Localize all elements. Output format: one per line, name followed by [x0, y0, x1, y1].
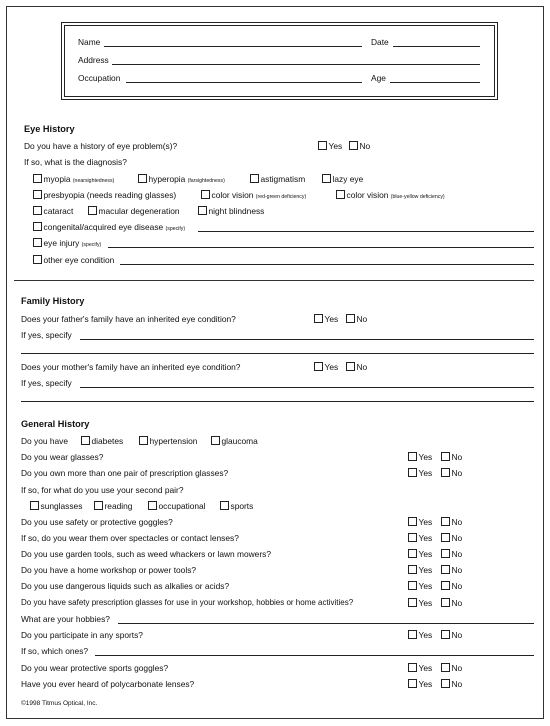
checkbox[interactable]: [408, 598, 417, 607]
checkbox[interactable]: [198, 206, 207, 215]
liquids-no[interactable]: No: [441, 581, 462, 591]
father-no[interactable]: No: [346, 314, 367, 324]
checkbox[interactable]: [33, 255, 42, 264]
mother-specify-field-2[interactable]: [21, 401, 534, 402]
checkbox[interactable]: [33, 174, 42, 183]
safety-rx-question: Do you have safety prescription glasses for use in your workshop, hobbies or home activities?: [21, 598, 354, 607]
polycarbonate-question: Have you ever heard of polycarbonate lenses?: [21, 679, 195, 689]
garden-question: Do you use garden tools, such as weed whackers or lawn mowers?: [21, 549, 271, 559]
mother-yes[interactable]: Yes: [314, 362, 338, 372]
pairs-question: Do you own more than one pair of prescription glasses?: [21, 468, 229, 478]
macular-option[interactable]: macular degeneration: [88, 206, 180, 216]
workshop-yes[interactable]: Yes: [408, 565, 432, 575]
checkbox[interactable]: [336, 190, 345, 199]
occupation-label: Occupation: [78, 73, 121, 83]
eye-problems-question: Do you have a history of eye problem(s)?: [24, 141, 178, 151]
checkbox[interactable]: [322, 174, 331, 183]
checkbox[interactable]: [441, 452, 450, 461]
father-specify-field-2[interactable]: [21, 353, 534, 354]
checkbox[interactable]: [33, 206, 42, 215]
liquids-yes[interactable]: Yes: [408, 581, 432, 591]
checkbox[interactable]: [408, 663, 417, 672]
diagnosis-prompt: If so, what is the diagnosis?: [24, 157, 127, 167]
checkbox[interactable]: [408, 517, 417, 526]
mother-question: Does your mother's family have an inherited eye condition?: [21, 362, 241, 372]
checkbox[interactable]: [408, 468, 417, 477]
date-label: Date: [371, 37, 389, 47]
checkbox[interactable]: [408, 549, 417, 558]
sports-option[interactable]: sports: [220, 501, 253, 511]
checkbox[interactable]: [408, 452, 417, 461]
checkbox[interactable]: [441, 565, 450, 574]
occupational-option[interactable]: occupational: [148, 501, 206, 511]
myopia-option[interactable]: myopia (nearsightedness): [33, 174, 114, 184]
hobbies-question: What are your hobbies?: [21, 614, 110, 624]
goggles-question: Do you use safety or protective goggles?: [21, 517, 173, 527]
checkbox[interactable]: [88, 206, 97, 215]
diabetes-option[interactable]: diabetes: [81, 436, 123, 446]
father-yes[interactable]: Yes: [314, 314, 338, 324]
eye-injury-field[interactable]: [108, 247, 534, 248]
checkbox[interactable]: [408, 533, 417, 542]
checkbox[interactable]: [148, 501, 157, 510]
lazy-eye-option[interactable]: lazy eye: [322, 174, 363, 184]
checkbox[interactable]: [441, 581, 450, 590]
over-lenses-no[interactable]: No: [441, 533, 462, 543]
checkbox[interactable]: [33, 222, 42, 231]
checkbox[interactable]: [349, 141, 358, 150]
second-pair-question: If so, for what do you use your second pair?: [21, 485, 184, 495]
astigmatism-option[interactable]: astigmatism: [250, 174, 305, 184]
polycarbonate-yes[interactable]: Yes: [408, 679, 432, 689]
congenital-field[interactable]: [198, 231, 534, 232]
eye-problems-yes[interactable]: Yes: [318, 141, 342, 151]
checkbox[interactable]: [81, 436, 90, 445]
glasses-question: Do you wear glasses?: [21, 452, 104, 462]
address-label: Address: [78, 55, 109, 65]
family-history-title: Family History: [21, 296, 85, 306]
checkbox[interactable]: [33, 238, 42, 247]
name-label: Name: [78, 37, 101, 47]
checkbox[interactable]: [318, 141, 327, 150]
date-field[interactable]: [393, 46, 480, 47]
goggles-yes[interactable]: Yes: [408, 517, 432, 527]
occupation-field[interactable]: [126, 82, 362, 83]
checkbox[interactable]: [94, 501, 103, 510]
checkbox[interactable]: [250, 174, 259, 183]
checkbox[interactable]: [441, 533, 450, 542]
checkbox[interactable]: [408, 565, 417, 574]
father-question: Does your father's family have an inherited eye condition?: [21, 314, 236, 324]
glaucoma-option[interactable]: glaucoma: [211, 436, 258, 446]
sports-goggles-question: Do you wear protective sports goggles?: [21, 663, 169, 673]
congenital-option[interactable]: congenital/acquired eye disease (specify): [33, 222, 185, 232]
pairs-no[interactable]: No: [441, 468, 462, 478]
checkbox[interactable]: [441, 598, 450, 607]
mother-no[interactable]: No: [346, 362, 367, 372]
safety-rx-yes[interactable]: Yes: [408, 598, 432, 608]
checkbox[interactable]: [408, 679, 417, 688]
checkbox[interactable]: [441, 468, 450, 477]
checkbox[interactable]: [441, 630, 450, 639]
eye-injury-option[interactable]: eye injury (specify): [33, 238, 101, 248]
general-history-title: General History: [21, 419, 90, 429]
checkbox[interactable]: [201, 190, 210, 199]
sunglasses-option[interactable]: sunglasses: [30, 501, 82, 511]
do-you-have-label: Do you have: [21, 436, 69, 446]
name-field[interactable]: [104, 46, 362, 47]
hypertension-option[interactable]: hypertension: [139, 436, 197, 446]
age-label: Age: [371, 73, 386, 83]
checkbox[interactable]: [441, 663, 450, 672]
sports-no[interactable]: No: [441, 630, 462, 640]
checkbox[interactable]: [408, 630, 417, 639]
glasses-yes[interactable]: Yes: [408, 452, 432, 462]
checkbox[interactable]: [441, 549, 450, 558]
checkbox[interactable]: [211, 436, 220, 445]
mother-specify-field[interactable]: [80, 387, 534, 388]
checkbox[interactable]: [138, 174, 147, 183]
checkbox[interactable]: [314, 362, 323, 371]
over-lenses-question: If so, do you wear them over spectacles or contact lenses?: [21, 533, 239, 543]
address-field[interactable]: [112, 64, 480, 65]
polycarbonate-no[interactable]: No: [441, 679, 462, 689]
goggles-no[interactable]: No: [441, 517, 462, 527]
pairs-yes[interactable]: Yes: [408, 468, 432, 478]
father-specify-label: If yes, specify: [21, 330, 72, 340]
checkbox[interactable]: [408, 581, 417, 590]
checkbox[interactable]: [441, 517, 450, 526]
id-box-inner: [64, 25, 495, 97]
workshop-question: Do you have a home workshop or power tools?: [21, 565, 197, 575]
hobbies-field[interactable]: [118, 623, 534, 624]
age-field[interactable]: [390, 82, 480, 83]
hyperopia-option[interactable]: hyperopia (farsightedness): [138, 174, 225, 184]
over-lenses-yes[interactable]: Yes: [408, 533, 432, 543]
checkbox[interactable]: [33, 190, 42, 199]
which-sports-field[interactable]: [95, 655, 534, 656]
eye-history-title: Eye History: [24, 124, 75, 134]
eye-problems-no[interactable]: No: [349, 141, 370, 151]
father-specify-field[interactable]: [80, 339, 534, 340]
reading-option[interactable]: reading: [94, 501, 132, 511]
workshop-no[interactable]: No: [441, 565, 462, 575]
section-divider: [14, 280, 534, 281]
mother-specify-label: If yes, specify: [21, 378, 72, 388]
checkbox[interactable]: [220, 501, 229, 510]
sports-goggles-yes[interactable]: Yes: [408, 663, 432, 673]
copyright: ©1998 Titmus Optical, Inc.: [21, 700, 98, 707]
glasses-no[interactable]: No: [441, 452, 462, 462]
color-vision-red-green-option[interactable]: color vision (red-green deficiency): [201, 190, 306, 200]
checkbox[interactable]: [30, 501, 39, 510]
liquids-question: Do you use dangerous liquids such as alkalies or acids?: [21, 581, 230, 591]
garden-yes[interactable]: Yes: [408, 549, 432, 559]
checkbox[interactable]: [346, 314, 355, 323]
checkbox[interactable]: [346, 362, 355, 371]
garden-no[interactable]: No: [441, 549, 462, 559]
color-vision-blue-yellow-option[interactable]: color vision (blue-yellow deficiency): [336, 190, 445, 200]
checkbox[interactable]: [139, 436, 148, 445]
checkbox[interactable]: [314, 314, 323, 323]
other-condition-option[interactable]: other eye condition: [33, 255, 114, 265]
sports-question: Do you participate in any sports?: [21, 630, 143, 640]
sports-yes[interactable]: Yes: [408, 630, 432, 640]
which-sports-question: If so, which ones?: [21, 646, 89, 656]
presbyopia-option[interactable]: presbyopia (needs reading glasses): [33, 190, 176, 200]
cataract-option[interactable]: cataract: [33, 206, 73, 216]
other-condition-field[interactable]: [120, 264, 534, 265]
sports-goggles-no[interactable]: No: [441, 663, 462, 673]
safety-rx-no[interactable]: No: [441, 598, 462, 608]
checkbox[interactable]: [441, 679, 450, 688]
night-blindness-option[interactable]: night blindness: [198, 206, 264, 216]
